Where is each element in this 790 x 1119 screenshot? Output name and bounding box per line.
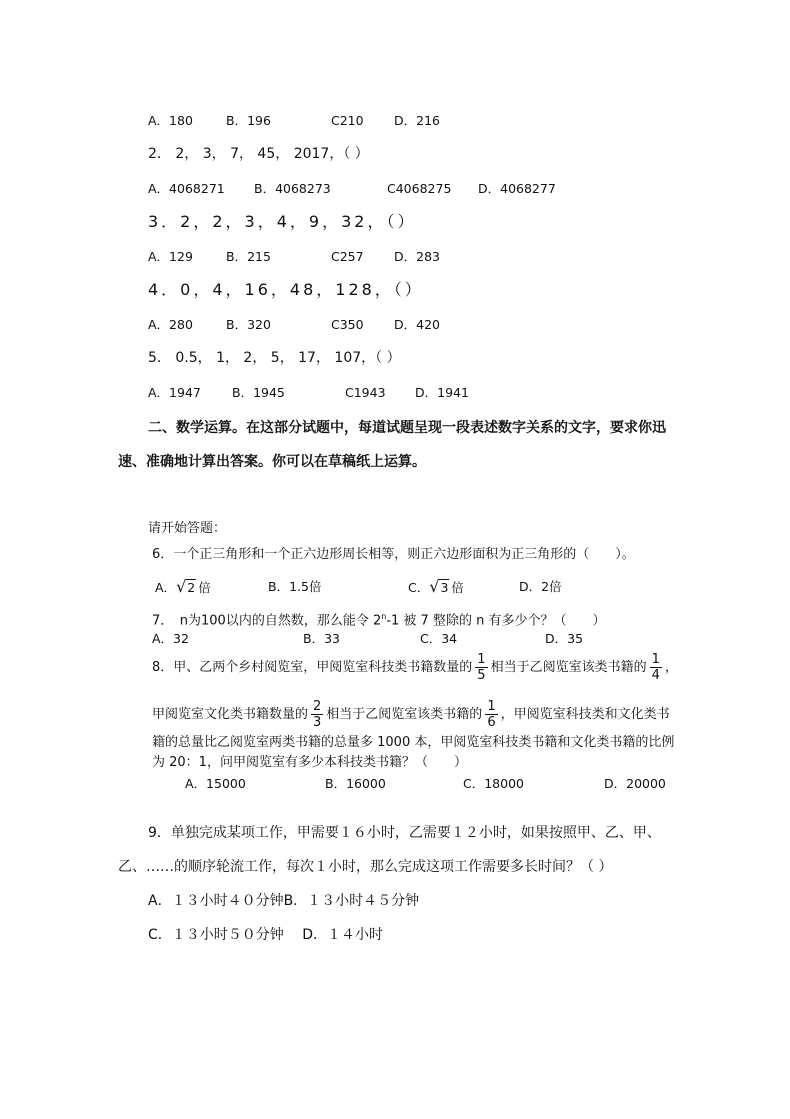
q6-option-a (155, 577, 211, 598)
q8-option-c: C．18000 (463, 776, 524, 791)
q7-stem-exponent: n (381, 612, 387, 621)
fraction-numerator: 2 (313, 699, 322, 714)
sqrt-symbol: √ 2 (176, 577, 196, 596)
q8-line1-end: ， (664, 660, 678, 675)
q2-option-c: C4068275 (387, 181, 452, 196)
q2-stem: 2． 2， 3， 7， 45， 2017，（ ） (148, 146, 369, 162)
q2-option-b: B．4068273 (254, 181, 331, 196)
q8-line2-text: 甲阅览室文化类书籍数量的 (152, 707, 309, 722)
sqrt-symbol: √ 3 (429, 577, 449, 596)
fraction (475, 652, 487, 683)
q6-option-c-letter: C． (408, 580, 430, 595)
q8-option-a: A．15000 (185, 776, 246, 791)
q9-options-cd: C．１３小时５０分钟 D．１４小时 (148, 927, 384, 943)
fraction (650, 652, 662, 683)
q5-option-c: C1943 (345, 385, 386, 400)
q5-stem: 5． 0.5， 1， 2， 5， 17， 107，（ ） (148, 350, 401, 366)
q4-option-a: A．280 (148, 317, 193, 332)
q3-option-b: B．215 (226, 249, 271, 264)
q6-option-c (408, 577, 464, 598)
q8-line2-end: ，甲阅览室科技类和文化类书 (500, 707, 670, 722)
q7-option-d: D．35 (545, 631, 584, 646)
q2-option-a: A．4068271 (148, 181, 225, 196)
q8-line3: 籍的总量比乙阅览室两类书籍的总量多 1000 本，甲阅览室科技类书籍和文化类书籍的比例 (152, 735, 675, 750)
fraction-numerator: 1 (651, 652, 660, 667)
fraction-denominator: 3 (313, 715, 322, 730)
q7-stem-post: -1 被 7 整除的 n 有多少个？（ ） (386, 613, 606, 629)
q5-option-a: A．1947 (148, 385, 201, 400)
q7-stem-pre: 7． n为100以内的自然数，那么能令 2 (152, 613, 382, 629)
fraction (485, 699, 497, 730)
q7-stem (152, 607, 605, 631)
q1-option-a: A．180 (148, 113, 193, 128)
q7-option-a: A．32 (152, 631, 189, 646)
q6-option-c-radicand: 3 (440, 580, 449, 595)
q1-option-d: D．216 (394, 113, 440, 128)
q8-line4: 为 20：1，问甲阅览室有多少本科技类书籍？（ ） (152, 755, 467, 770)
q6-option-b: B．1.5倍 (268, 579, 322, 594)
section2-heading-line1: 二、数学运算。在这部分试题中，每道试题呈现一段表述数字关系的文字，要求你迅 (148, 420, 666, 436)
section2-heading-line2: 速、准确地计算出答案。你可以在草稿纸上运算。 (118, 454, 426, 470)
q8-line2 (152, 699, 670, 730)
q1-option-b: B．196 (226, 113, 271, 128)
q2-option-d: D．4068277 (478, 181, 556, 196)
q6-stem: 6．一个正三角形和一个正六边形周长相等，则正六边形面积为正三角形的（ ）。 (152, 547, 635, 562)
q7-option-b: B．33 (303, 631, 340, 646)
q6-option-a-unit: 倍 (198, 580, 211, 595)
q3-option-d: D．283 (394, 249, 440, 264)
q6-option-a-letter: A． (155, 580, 177, 595)
q6-option-a-radicand: 2 (187, 580, 196, 595)
q8-line1 (152, 652, 678, 683)
q8-option-b: B．16000 (325, 776, 386, 791)
q5-option-d: D．1941 (415, 385, 469, 400)
q9-line1: 9．单独完成某项工作，甲需要１６小时，乙需要１２小时，如果按照甲、乙、甲、 (148, 825, 661, 841)
fraction-denominator: 5 (477, 668, 486, 683)
q3-stem: 3．2，2，3，4，9，32，（） (148, 212, 417, 231)
fraction (311, 699, 323, 730)
q4-stem: 4．0，4，16，48，128，（） (148, 280, 424, 299)
q4-option-d: D．420 (394, 317, 440, 332)
q6-option-c-unit: 倍 (451, 580, 464, 595)
fraction-denominator: 4 (651, 668, 660, 683)
q6-option-d: D．2倍 (519, 579, 562, 594)
q3-option-c: C257 (331, 249, 364, 264)
fraction-numerator: 1 (487, 699, 496, 714)
q5-option-b: B．1945 (232, 385, 285, 400)
start-prompt: 请开始答题： (148, 521, 227, 536)
q7-option-c: C．34 (420, 631, 458, 646)
q8-line2-text-mid: 相当于乙阅览室该类书籍的 (326, 707, 483, 722)
q1-option-c: C210 (331, 113, 364, 128)
q4-option-c: C350 (331, 317, 364, 332)
q4-option-b: B．320 (226, 317, 271, 332)
q3-option-a: A．129 (148, 249, 193, 264)
fraction-numerator: 1 (477, 652, 486, 667)
q9-line2: 乙、……的顺序轮流工作，每次１小时，那么完成这项工作需要多长时间？（ ） (118, 859, 613, 875)
q8-line1-text-mid: 相当于乙阅览室该类书籍的 (490, 660, 647, 675)
fraction-denominator: 6 (487, 715, 496, 730)
q8-option-d: D．20000 (604, 776, 666, 791)
q8-line1-text: 8．甲、乙两个乡村阅览室，甲阅览室科技类书籍数量的 (152, 660, 473, 675)
q9-options-ab: A．１３小时４０分钟B．１３小时４５分钟 (148, 893, 420, 909)
